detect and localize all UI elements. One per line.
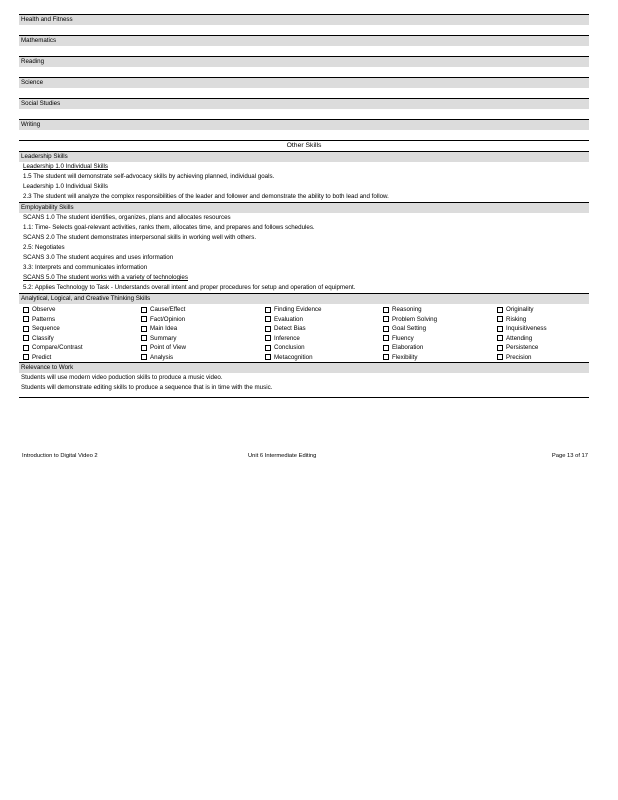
skill-checkbox-item[interactable] — [383, 334, 497, 344]
skill-checkbox-item[interactable] — [265, 305, 383, 315]
checkbox[interactable] — [383, 335, 389, 341]
checkbox[interactable] — [141, 307, 147, 313]
thinking-skills-checklist — [19, 305, 589, 362]
skill-checkbox-item[interactable] — [23, 324, 141, 334]
skill-checkbox-item[interactable] — [383, 353, 497, 363]
checkbox[interactable] — [497, 307, 503, 313]
skill-checkbox-item[interactable] — [23, 353, 141, 363]
skill-checkbox-item[interactable] — [23, 305, 141, 315]
checkbox[interactable] — [383, 345, 389, 351]
standard-line: Students will demonstrate editing skills to produce a sequence that is in time with the music. — [21, 384, 273, 391]
skill-checkbox-item[interactable] — [265, 315, 383, 325]
checkbox[interactable] — [141, 316, 147, 322]
standard-line: 1.1: Time- Selects goal-relevant activities, ranks them, allocates time, and prepares and follows schedules. — [23, 224, 315, 231]
checkbox[interactable] — [383, 326, 389, 332]
checkbox[interactable] — [141, 345, 147, 351]
skill-label: Fluency — [392, 334, 414, 342]
skill-label: Compare/Contrast — [32, 344, 83, 351]
standard-line: Leadership 1.0 Individual Skills — [23, 183, 108, 190]
section-body — [19, 130, 589, 140]
checkbox[interactable] — [23, 345, 29, 351]
standard-line: Students will use modern video poduction skills to produce a music video. — [21, 374, 223, 381]
skill-checkbox-item[interactable] — [497, 305, 593, 315]
skill-label: Precision — [506, 353, 532, 361]
skill-label: Cause/Effect — [150, 306, 186, 313]
section-body — [19, 109, 589, 119]
skill-checkbox-item[interactable] — [265, 353, 383, 363]
checkbox[interactable] — [497, 316, 503, 322]
checkbox[interactable] — [23, 326, 29, 332]
skill-label: Sequence — [32, 325, 60, 332]
section-header: Analytical, Logical, and Creative Thinking Skills — [19, 293, 589, 304]
skill-label: Evaluation — [274, 315, 303, 323]
checkbox[interactable] — [23, 354, 29, 360]
skill-label: Main Idea — [150, 325, 178, 332]
checkbox[interactable] — [141, 326, 147, 332]
section-header: Science — [19, 77, 589, 88]
footer-page-number: Page 13 of 17 — [551, 453, 588, 459]
skill-checkbox-item[interactable] — [383, 315, 497, 325]
skill-label: Inquisitiveness — [506, 325, 547, 332]
skill-checkbox-item[interactable] — [383, 324, 497, 334]
skill-label: Attending — [506, 334, 533, 342]
section-mathematics — [19, 35, 589, 56]
section-header: Health and Fitness — [19, 14, 589, 25]
skill-label: Patterns — [32, 315, 56, 323]
lesson-document — [19, 14, 589, 398]
standard-line: 2.3 The student will analyze the complex responsibilities of the leader and follower and demonstrate the ability to both lead and follow. — [23, 193, 389, 200]
section-header: Social Studies — [19, 98, 589, 109]
skill-checkbox-item[interactable] — [497, 334, 593, 344]
standard-line: SCANS 5.0 The student works with a variety of technologies — [23, 274, 188, 281]
skill-label: Fact/Opinion — [150, 315, 186, 323]
skill-label: Observe — [32, 306, 56, 313]
employability-section — [19, 202, 589, 293]
skill-checkbox-item[interactable] — [23, 315, 141, 325]
skill-checkbox-item[interactable] — [383, 305, 497, 315]
skill-checkbox-item[interactable] — [265, 334, 383, 344]
footer-unit: Unit 6 Intermediate Editing — [248, 453, 317, 459]
checkbox[interactable] — [383, 316, 389, 322]
section-body — [19, 46, 589, 56]
section-body — [19, 88, 589, 98]
checkbox[interactable] — [497, 335, 503, 341]
skill-label: Point of View — [150, 344, 187, 351]
standard-line: 1.5 The student will demonstrate self-advocacy skills by achieving planned, individual goals. — [23, 173, 275, 180]
skill-checkbox-item[interactable] — [497, 315, 593, 325]
skill-label: Persistence — [506, 344, 539, 351]
checkbox[interactable] — [141, 335, 147, 341]
standard-line: 3.3: Interprets and communicates information — [23, 264, 148, 271]
checkbox[interactable] — [265, 316, 271, 322]
section-writing — [19, 119, 589, 140]
section-header: Employability Skills — [19, 202, 589, 213]
checkbox[interactable] — [265, 326, 271, 332]
skill-checkbox-item[interactable] — [497, 353, 593, 363]
skill-label: Risking — [506, 315, 527, 323]
standard-line: 2.5: Negotiates — [23, 244, 65, 251]
checkbox[interactable] — [497, 354, 503, 360]
thinking-skills-section — [19, 293, 589, 362]
checkbox[interactable] — [265, 345, 271, 351]
checkbox[interactable] — [265, 354, 271, 360]
skill-checkbox-item[interactable] — [23, 334, 141, 344]
skill-label: Goal Setting — [392, 325, 427, 332]
section-body — [19, 67, 589, 77]
checkbox[interactable] — [497, 326, 503, 332]
standard-line: 5.2: Applies Technology to Task - Understands overall intent and proper procedures for setup and operation of equipment. — [23, 284, 356, 291]
checkbox[interactable] — [23, 316, 29, 322]
section-header: Reading — [19, 56, 589, 67]
checkbox[interactable] — [383, 307, 389, 313]
section-health — [19, 14, 589, 35]
checkbox[interactable] — [23, 335, 29, 341]
skill-checkbox-item[interactable] — [141, 315, 265, 325]
checkbox[interactable] — [497, 345, 503, 351]
relevance-section — [19, 362, 589, 397]
skill-checkbox-item[interactable] — [383, 343, 497, 353]
section-science — [19, 77, 589, 98]
skill-label: Originality — [506, 306, 534, 313]
skill-checkbox-item[interactable] — [265, 343, 383, 353]
skill-label: Elaboration — [392, 344, 424, 351]
skill-label: Conclusion — [274, 344, 305, 351]
checkbox[interactable] — [141, 354, 147, 360]
skill-checkbox-item[interactable] — [141, 305, 265, 315]
skill-checkbox-item[interactable] — [265, 324, 383, 334]
checkbox[interactable] — [23, 307, 29, 313]
section-social-studies — [19, 98, 589, 119]
section-header: Relevance to Work — [19, 362, 589, 373]
section-header: Mathematics — [19, 35, 589, 46]
skill-label: Predict — [32, 353, 52, 361]
skill-checkbox-item[interactable] — [141, 343, 265, 353]
standard-line: Leadership 1.0 Individual Skills — [23, 163, 108, 170]
section-reading — [19, 56, 589, 77]
skill-label: Flexibility — [392, 353, 418, 361]
section-header: Leadership Skills — [19, 151, 589, 162]
checkbox[interactable] — [265, 335, 271, 341]
footer-course: Introduction to Digital Video 2 — [22, 453, 98, 459]
skill-checkbox-item[interactable] — [497, 324, 593, 334]
standard-line: SCANS 2.0 The student demonstrates interpersonal skills in working well with others. — [23, 234, 257, 241]
skill-label: Detect Bias — [274, 325, 306, 332]
other-skills-title: Other Skills — [19, 140, 589, 151]
checkbox[interactable] — [265, 307, 271, 313]
skill-label: Problem Solving — [392, 315, 438, 323]
skill-label: Metacognition — [274, 353, 313, 361]
skill-checkbox-item[interactable] — [23, 343, 141, 353]
section-body — [19, 25, 589, 35]
section-header: Writing — [19, 119, 589, 130]
divider — [19, 397, 589, 398]
skill-label: Classify — [32, 334, 54, 342]
standard-line: SCANS 1.0 The student identifies, organizes, plans and allocates resources — [23, 214, 231, 221]
skill-checkbox-item[interactable] — [141, 353, 265, 363]
skill-label: Inference — [274, 334, 300, 342]
checkbox[interactable] — [383, 354, 389, 360]
leadership-section — [19, 151, 589, 202]
skill-checkbox-item[interactable] — [141, 324, 265, 334]
skill-label: Finding Evidence — [274, 306, 322, 313]
skill-checkbox-item[interactable] — [141, 334, 265, 344]
standard-line: SCANS 3.0 The student acquires and uses information — [23, 254, 174, 261]
skill-label: Summary — [150, 334, 177, 342]
skill-checkbox-item[interactable] — [497, 343, 593, 353]
skill-label: Reasoning — [392, 306, 422, 313]
skill-label: Analysis — [150, 353, 174, 361]
